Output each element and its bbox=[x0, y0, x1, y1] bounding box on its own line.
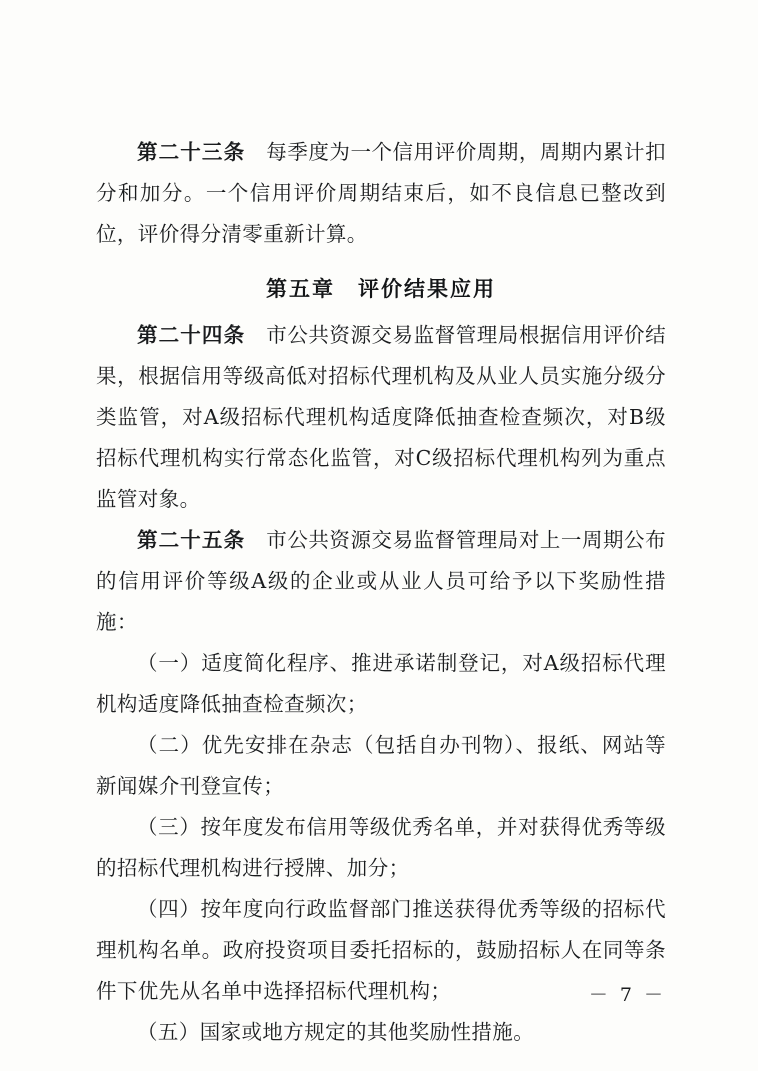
list-item-5: （五）国家或地方规定的其他奖励性措施。 bbox=[137, 1020, 535, 1044]
spacer bbox=[96, 255, 666, 258]
paragraph-article-23 bbox=[96, 132, 666, 255]
list-item-2: （二）优先安排在杂志（包括自办刊物）、报纸、网站等新闻媒介刊登宣传； bbox=[96, 733, 666, 798]
page-number: － 7 － bbox=[588, 984, 666, 1006]
document-body bbox=[96, 132, 666, 1053]
list-item-3: （三）按年度发布信用等级优秀名单，并对获得优秀等级的招标代理机构进行授牌、加分； bbox=[96, 815, 666, 880]
list-item-1: （一）适度简化程序、推进承诺制登记，对A级招标代理机构适度降低抽查检查频次； bbox=[96, 651, 666, 716]
article-text-24: 市公共资源交易监督管理局根据信用评价结果，根据信用等级高低对招标代理机构及从业人员实施分级分类监管，对A级招标代理机构适度降低抽查检查频次，对B级招标代理机构实行常态化监管，对C级招标代理机构列为重点监管对象。 bbox=[96, 323, 667, 511]
article-number-25: 第二十五条 bbox=[137, 528, 246, 552]
paragraph-article-25 bbox=[96, 520, 666, 643]
article-number-24: 第二十四条 bbox=[137, 323, 246, 347]
article-text-25: 市公共资源交易监督管理局对上一周期公布的信用评价等级A级的企业或从业人员可给予以下奖励性措施： bbox=[96, 528, 667, 634]
list-item-4: （四）按年度向行政监督部门推送获得优秀等级的招标代理机构名单。政府投资项目委托招标的，鼓励招标人在同等条件下优先从名单中选择招标代理机构； bbox=[96, 897, 666, 1003]
chapter-heading: 第五章 评价结果应用 bbox=[266, 276, 496, 301]
paragraph-article-24 bbox=[96, 315, 666, 520]
article-number-23: 第二十三条 bbox=[137, 140, 246, 164]
article-text-23: 每季度为一个信用评价周期，周期内累计扣分和加分。一个信用评价周期结束后，如不良信息已整改到位，评价得分清零重新计算。 bbox=[96, 140, 667, 246]
